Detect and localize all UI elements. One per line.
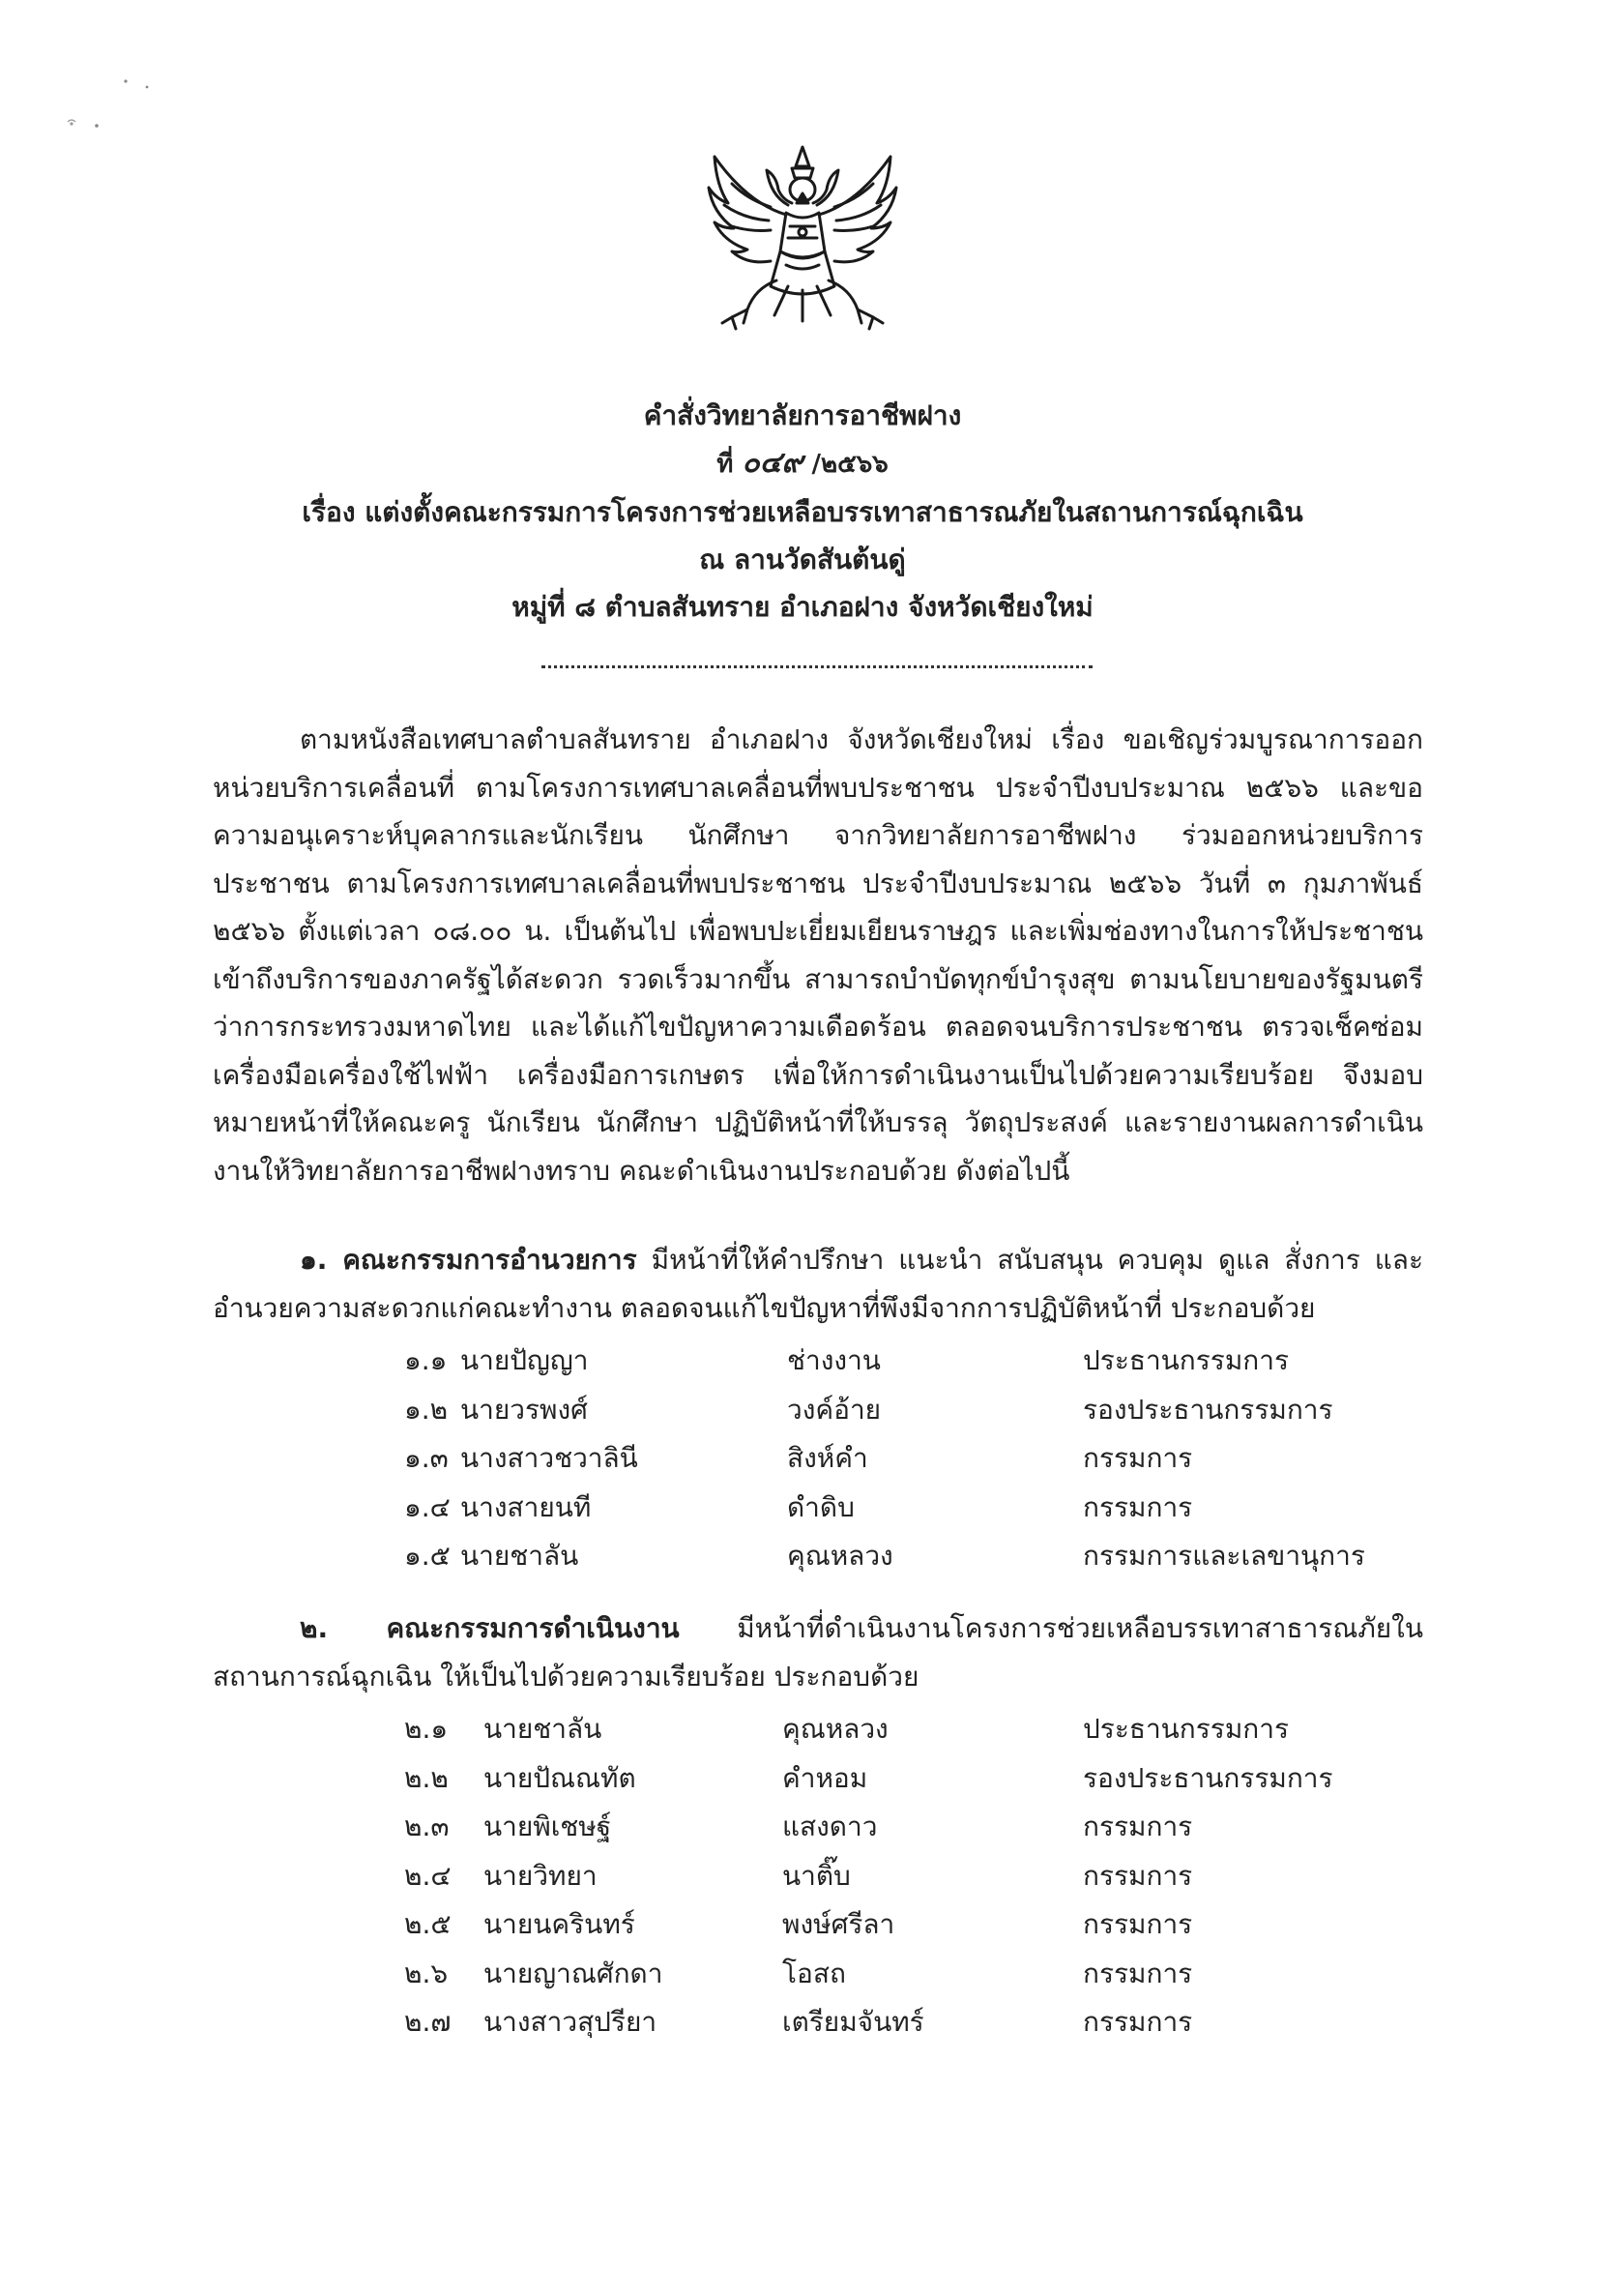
member-no: ๒.๕ xyxy=(404,1908,452,1940)
member-row xyxy=(404,1900,1419,1950)
order-number-year: /๒๕๖๖ xyxy=(811,450,889,479)
section-2-paragraph xyxy=(213,1604,1423,1700)
member-row xyxy=(404,1532,1419,1581)
member-first-name: นางสาวชวาลินี xyxy=(460,1442,638,1474)
member-first-name: นายชาลัน xyxy=(460,1540,579,1572)
member-first-name: นายญาณศักดา xyxy=(483,1957,663,1989)
member-first-name: นายชาลัน xyxy=(483,1713,602,1745)
member-last-name: โอสถ xyxy=(782,1957,846,1989)
section-1-description: มีหน้าที่ให้คำปรึกษา แนะนำ สนับสนุน ควบคุม ดูแล สั่งการ และอำนวยความสะดวกแก่คณะทำงาน ตลอดจนแก้ไขปัญหาที่พึงมีจากการปฏิบัติหน้าที่ ประกอบด้วย xyxy=(213,1244,1423,1324)
order-venue: ณ ลานวัดสันต้นดู่ xyxy=(699,544,906,575)
member-last-name: เตรียมจันทร์ xyxy=(782,2006,924,2038)
member-first-name: นางสายนที xyxy=(460,1490,592,1523)
member-no: ๒.๖ xyxy=(404,1957,449,1989)
member-position: ประธานกรรมการ xyxy=(1083,1713,1290,1745)
member-last-name: คุณหลวง xyxy=(782,1713,889,1745)
member-last-name: สิงห์คำ xyxy=(787,1442,868,1474)
garuda-emblem-icon xyxy=(703,145,902,348)
order-header xyxy=(0,392,1605,631)
member-position: กรรมการ xyxy=(1083,2006,1193,2038)
member-first-name: นายวรพงศ์ xyxy=(460,1393,588,1426)
member-last-name: แสงดาว xyxy=(782,1810,878,1842)
section-1-paragraph xyxy=(213,1236,1423,1332)
order-number xyxy=(0,439,1605,488)
member-no: ๒.๑ xyxy=(404,1713,449,1745)
member-last-name: ดำดิบ xyxy=(787,1490,855,1523)
member-last-name: นาติ๊บ xyxy=(782,1859,851,1892)
member-row xyxy=(404,1484,1419,1533)
member-position: กรรมการ xyxy=(1083,1957,1193,1989)
member-no: ๑.๑ xyxy=(404,1344,448,1376)
member-row xyxy=(404,1998,1419,2047)
section-2-description: มีหน้าที่ดำเนินงานโครงการช่วยเหลือบรรเทาสาธารณภัยในสถานการณ์ฉุกเฉิน ให้เป็นไปด้วยความเรียบร้อย ประกอบด้วย xyxy=(213,1612,1423,1693)
order-number-prefix: ที่ xyxy=(716,450,734,479)
member-position: รองประธานกรรมการ xyxy=(1083,1393,1333,1426)
member-position: กรรมการ xyxy=(1083,1442,1193,1474)
member-no: ๑.๕ xyxy=(404,1540,451,1572)
member-no: ๒.๒ xyxy=(404,1761,449,1794)
order-location: หมู่ที่ ๘ ตำบลสันทราย อำเภอฝาง จังหวัดเชียงใหม่ xyxy=(511,591,1094,623)
member-row xyxy=(404,1337,1419,1386)
member-first-name: นางสาวสุปรียา xyxy=(483,2006,657,2038)
member-no: ๑.๒ xyxy=(404,1393,449,1426)
order-number-value: ๐๔๙ xyxy=(742,446,803,480)
member-row xyxy=(404,1852,1419,1901)
member-row xyxy=(404,1434,1419,1484)
member-first-name: นายปัญญา xyxy=(460,1344,589,1376)
member-no: ๑.๔ xyxy=(404,1490,451,1523)
intro-paragraph: ตามหนังสือเทศบาลตำบลสันทราย อำเภอฝาง จังหวัดเชียงใหม่ เรื่อง ขอเชิญร่วมบูรณาการออกหน่วยบริการเคลื่อนที่ ตามโครงการเทศบาลเคลื่อนที่พบประชาชน ประจำปีงบประมาณ ๒๕๖๖ และขอความอนุเคราะห์บุคลากรและนักเรียน นักศึกษา จากวิทยาลัยการอาชีพฝาง ร่วมออกหน่วยบริการประชาชน ตามโครงการเทศบาลเคลื่อนที่พบประชาชน ประจำปีงบประมาณ ๒๕๖๖ วันที่ ๓ กุมภาพันธ์ ๒๕๖๖ ตั้งแต่เวลา ๐๘.๐๐ น. เป็นต้นไป เพื่อพบปะเยี่ยมเยียนราษฎร และเพิ่มช่องทางในการให้ประชาชนเข้าถึงบริการของภาครัฐได้สะดวก รวดเร็วมากขึ้น สามารถบำบัดทุกข์บำรุงสุข ตามนโยบายของรัฐมนตรีว่าการกระทรวงมหาดไทย และได้แก้ไขปัญหาความเดือดร้อน ตลอดจนบริการประชาชน ตรวจเช็คซ่อมเครื่องมือเครื่องใช้ไฟฟ้า เครื่องมือการเกษตร เพื่อให้การดำเนินงานเป็นไปด้วยความเรียบร้อย จึงมอบหมายหน้าที่ให้คณะครู นักเรียน นักศึกษา ปฏิบัติหน้าที่ให้บรรลุ วัตถุประสงค์ และรายงานผลการดำเนินงานให้วิทยาลัยการอาชีพฝางทราบ คณะดำเนินงานประกอบด้วย ดังต่อไปนี้ xyxy=(213,723,1423,1187)
section-2-heading: ๒. คณะกรรมการดำเนินงาน xyxy=(300,1612,680,1644)
member-no: ๒.๓ xyxy=(404,1810,450,1842)
scan-specks xyxy=(58,68,174,145)
member-row xyxy=(404,1950,1419,1999)
member-first-name: นายปัณณทัต xyxy=(483,1761,636,1794)
member-position: กรรมการ xyxy=(1083,1490,1193,1523)
member-last-name: คำหอม xyxy=(782,1761,868,1794)
member-last-name: คุณหลวง xyxy=(787,1540,893,1572)
header-divider xyxy=(541,665,1093,668)
member-last-name: พงษ์ศรีลา xyxy=(782,1908,895,1940)
section-2-member-list xyxy=(404,1705,1419,2047)
member-position: กรรมการ xyxy=(1083,1810,1193,1842)
member-no: ๒.๔ xyxy=(404,1859,452,1892)
member-position: กรรมการและเลขานุการ xyxy=(1083,1540,1365,1572)
order-subject: เรื่อง แต่งตั้งคณะกรรมการโครงการช่วยเหลือบรรเทาสาธารณภัยในสถานการณ์ฉุกเฉิน xyxy=(302,496,1303,528)
section-1-heading: ๑. คณะกรรมการอำนวยการ xyxy=(300,1244,637,1276)
order-title: คำสั่งวิทยาลัยการอาชีพฝาง xyxy=(643,399,962,431)
section-1-member-list xyxy=(404,1337,1419,1581)
member-row xyxy=(404,1705,1419,1754)
member-position: รองประธานกรรมการ xyxy=(1083,1761,1333,1794)
member-first-name: นายนครินทร์ xyxy=(483,1908,635,1940)
member-first-name: นายวิทยา xyxy=(483,1859,598,1892)
member-position: กรรมการ xyxy=(1083,1859,1193,1892)
member-first-name: นายพิเชษฐ์ xyxy=(483,1810,612,1842)
member-row xyxy=(404,1803,1419,1852)
member-position: ประธานกรรมการ xyxy=(1083,1344,1290,1376)
member-no: ๑.๓ xyxy=(404,1442,449,1474)
member-no: ๒.๗ xyxy=(404,2006,452,2038)
member-last-name: วงค์อ้าย xyxy=(787,1393,882,1426)
member-position: กรรมการ xyxy=(1083,1908,1193,1940)
member-row xyxy=(404,1386,1419,1435)
member-row xyxy=(404,1754,1419,1804)
member-last-name: ช่างงาน xyxy=(787,1344,881,1376)
